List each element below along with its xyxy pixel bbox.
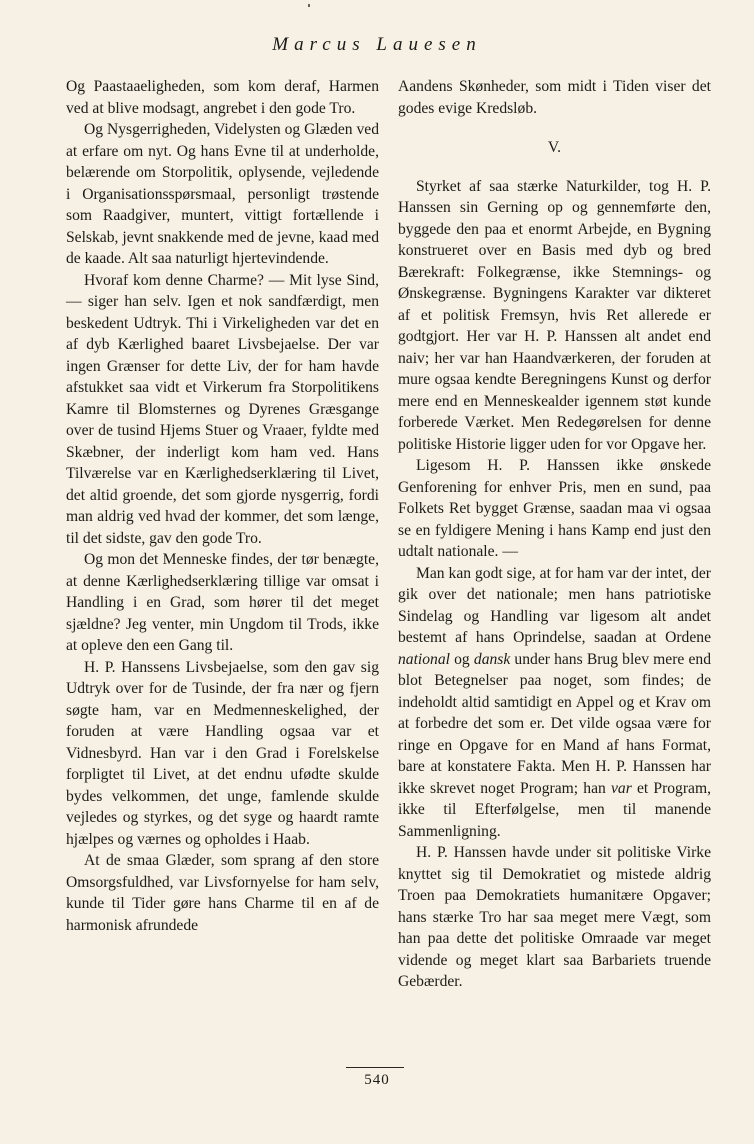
- paragraph: H. P. Hanssens Livsbejaelse, som den gav sig Udtryk over for de Tusinde, der fra nær og fjern søgte ham, var en Medmenneskelighed, der foruden at være Handling ogsaa var et Vidnesbyrd. Han var i den Grad i Forelskelse forpligtet til Livet, at det endnu ufødte skulde bydes velkommen, det unge, famlende skulde vejledes og styrkes, og det syge og haardt ramte hjælpes og værnes og opholdes i Haab.: [66, 658, 379, 848]
- section-number: V.: [547, 139, 562, 156]
- print-mark: [308, 4, 310, 7]
- left-column: [66, 76, 379, 936]
- text-run: Man kan godt sige, at for ham var der intet, der gik over det nationale; men hans patriotiske Sindelag og Handling var ligesom alt andet bestemt af hans Oprindelse, saadan at Ordene: [398, 564, 711, 646]
- italic-word: var: [610, 779, 632, 797]
- paragraph: At de smaa Glæder, som sprang af den store Omsorgsfuldhed, var Livsfornyelse for ham selv, kunde til Tider gøre hans Charme til en af de harmonisk afrundede: [66, 852, 379, 934]
- italic-word: national: [398, 650, 450, 668]
- footer-rule: [346, 1067, 404, 1068]
- text-run: og: [449, 650, 474, 668]
- right-column: [398, 76, 711, 993]
- paragraph: Og Paastaaeligheden, som kom deraf, Harmen ved at blive modsagt, angrebet i den gode Tro.: [66, 78, 379, 117]
- text-run: under hans Brug blev mere end blot Betegnelser paa noget, som findes; de indeholdt altid samtidigt en Appel og et Krav om at forbedre det som er. Det vilde ogsaa være for ringe en Opgave for en Mand af hans Format, bare at konstatere Fakta. Men H. P. Hanssen har ikke skrevet noget Program; han: [398, 650, 711, 797]
- paragraph: Og mon det Menneske findes, der tør benægte, at denne Kærlighedserklæring tillige var omsat i Handling i en Grad, som hører til det meget sjældne? Jeg venter, min Ungdom til Trods, ikke at opleve den een Gang til.: [66, 551, 379, 654]
- paragraph: Og Nysgerrigheden, Videlysten og Glæden ved at erfare om nyt. Og hans Evne til at underholde, belærende om Storpolitik, oplysende, vejledende i Organisationsspørsmaal, personligt trøstende som Raadgiver, muntert, vittigt fortællende i Selskab, jevnt snakkende med de jevne, kaad med de kaade. Alt saa naturligt hjertevindende.: [66, 121, 380, 267]
- paragraph: H. P. Hanssen havde under sit politiske Virke knyttet sig til Demokratiet og mistede aldrig Troen paa Demokratiets humanitære Opgaver; hans stærke Tro har saa meget mere Vægt, som han paa dette det politiske Omraade var meget vidende og meget klart saa Barbariets truende Gebærder.: [398, 844, 711, 990]
- italic-word: dansk: [473, 650, 511, 668]
- text-run: et Program, ikke til Efterfølgelse, men til manende Sammenligning.: [398, 779, 711, 840]
- paragraph-with-italics: [398, 563, 711, 843]
- paragraph: Ligesom H. P. Hanssen ikke ønskede Genforening for enhver Pris, men en sund, paa Folkets Ret bygget Grænse, saadan maa vi ogsaa se en fyldigere Mening i hans Kamp end just den udtalt nationale. —: [398, 457, 711, 560]
- paragraph: Aandens Skønheder, som midt i Tiden viser det godes evige Kredsløb.: [398, 78, 711, 117]
- paragraph: Styrket af saa stærke Naturkilder, tog H. P. Hanssen sin Gerning op og gennemførte den, byggede den paa et enormt Arbejde, en Bygning konstrueret over en Basis med dyb og bred Bærekraft: Folkegrænse, ikke Stemnings- og Ønskegrænse. Bygningens Karakter var dikteret af et politisk Fremsyn, hvis Ret allerede er godtgjort. Her var H. P. Hanssen alt andet end naiv; her var han Haandværkeren, der foruden at mure ogsaa kendte Beregningens Kunst og derfor mere end en Menneskealder igennem støt kunde forberede Værket. Men Redegørelsen for denne politiske Historie ligger uden for vor Opgave her.: [398, 177, 711, 453]
- running-head: Marcus Lauesen: [272, 34, 482, 55]
- paragraph: Hvoraf kom denne Charme? — Mit lyse Sind, — siger han selv. Igen et nok sandfærdigt, men beskedent Udtryk. Thi i Virkeligheden var det en af dyb Kærlighed baaret Livsbejaelse. Der var ingen Grænser for dette Liv, der for ham havde afstukket saa vidt et Virkerum fra Storpolitikens Kamre til Blomsternes og Dyrenes Græsgange over de tusind Hjems Stuer og Vraaer, fyldte med Skæbner, der inderligt kom ham ved. Hans Tilværelse var en Kærlighedserklæring til Livet, det altid groende, det som gjorde nysgerrig, fordi man aldrig ved hvad der kommer, det som længe, til det sidste, gav den gode Tro.: [66, 271, 379, 547]
- page-number: 540: [364, 1072, 390, 1088]
